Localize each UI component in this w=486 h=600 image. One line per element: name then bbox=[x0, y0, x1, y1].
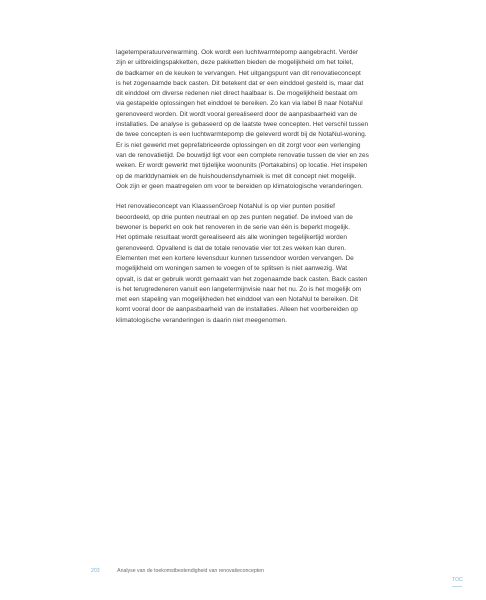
text-line: lagetemperatuurverwarming. Ook wordt een luchtwarmtepomp aangebracht. Verder bbox=[116, 49, 359, 56]
toc-link-underline bbox=[452, 586, 462, 587]
text-line: Het renovatieconcept van KlaassenGroep NotaNul is op vier punten positief bbox=[116, 203, 335, 211]
text-line: van de renovatietijd. De bouwtijd ligt voor een complete renovatie tussen de vier en zes bbox=[116, 151, 369, 159]
text-line: dit einddoel om diverse redenen niet direct haalbaar is. De mogelijkheid bestaat om bbox=[116, 90, 358, 98]
paragraph-1 bbox=[116, 48, 418, 192]
text-line: Het optimale resultaat wordt gerealiseerd als alle woningen tegelijkertijd worden bbox=[116, 234, 348, 242]
page-number: 203 bbox=[91, 568, 100, 574]
paragraph-2 bbox=[116, 202, 418, 326]
text-line: via gestapelde oplossingen het einddoel te bereiken. Zo kan via label B naar NotaNul bbox=[116, 100, 363, 108]
text-line: weken. Er wordt gewerkt met tijdelijke woonunits (Portakabins) op locatie. Het inspelen bbox=[116, 162, 368, 170]
text-line: mogelijkheid om woningen samen te voegen of te splitsen is niet aanwezig. Wat bbox=[116, 265, 348, 273]
text-line: Ook zijn er geen maatregelen om voor te bereiden op klimatologische veranderingen. bbox=[116, 182, 363, 190]
body-text bbox=[116, 48, 418, 326]
text-line: met een stapeling van mogelijkheden het einddoel van een NotaNul te bereiken. Dit bbox=[116, 296, 358, 304]
text-line: de twee concepten is een luchtwarmtepomp die geleverd wordt bij de NotaNul-woning. bbox=[116, 131, 367, 139]
text-line: is het zogenaamde back casten. Dit betekent dat er een einddoel gesteld is, maar dat bbox=[116, 79, 364, 87]
text-line: zijn er uitbreidingspakketten, deze pakketten bieden de mogelijkheid om het toilet, bbox=[116, 59, 354, 67]
text-line: bewoner is beperkt en ook het renoveren in de serie van één is beperkt mogelijk. bbox=[116, 224, 350, 232]
text-line: op de marktdynamiek en de huishoudensdynamiek is met dit concept niet mogelijk. bbox=[116, 172, 357, 180]
toc-link[interactable]: TOC bbox=[452, 577, 463, 583]
page-footer bbox=[91, 566, 264, 576]
text-line: komt vooral door de aanpasbaarheid van de installaties. Alleen het voorbereiden op bbox=[116, 306, 358, 314]
text-line: opvalt, is dat er gebruik wordt gemaakt van het zogenaamde back casten. Back casten bbox=[116, 275, 368, 283]
text-line: Er is niet gewerkt met geprefabriceerde oplossingen en dit zorgt voor een verlenging bbox=[116, 141, 361, 149]
text-line: installaties. De analyse is gebaseerd op de laatste twee concepten. Het verschil tussen bbox=[116, 121, 369, 129]
text-line: klimatologische veranderingen is daarin niet meegenomen. bbox=[116, 316, 287, 324]
text-line: gerenoveerd. Opvallend is dat de totale renovatie vier tot zes weken kan duren. bbox=[116, 244, 346, 252]
text-line: de badkamer en de keuken te vervangen. Het uitgangspunt van dit renovatieconcept bbox=[116, 69, 361, 77]
text-line: beoordeeld, op drie punten neutraal en op zes punten negatief. De invloed van de bbox=[116, 213, 353, 221]
text-line: gerenoveerd worden. Dit wordt vooral gerealiseerd door de aanpasbaarheid van de bbox=[116, 110, 358, 118]
running-title: Analyse van de toekomstbestendigheid van renovatieconcepten bbox=[117, 568, 264, 574]
text-line: is het terugredeneren vanuit een langetermijnvisie naar het nu. Zo is het mogelijk om bbox=[116, 285, 362, 293]
text-line: Elementen met een kortere levensduur kunnen tussendoor worden vervangen. De bbox=[116, 254, 354, 262]
